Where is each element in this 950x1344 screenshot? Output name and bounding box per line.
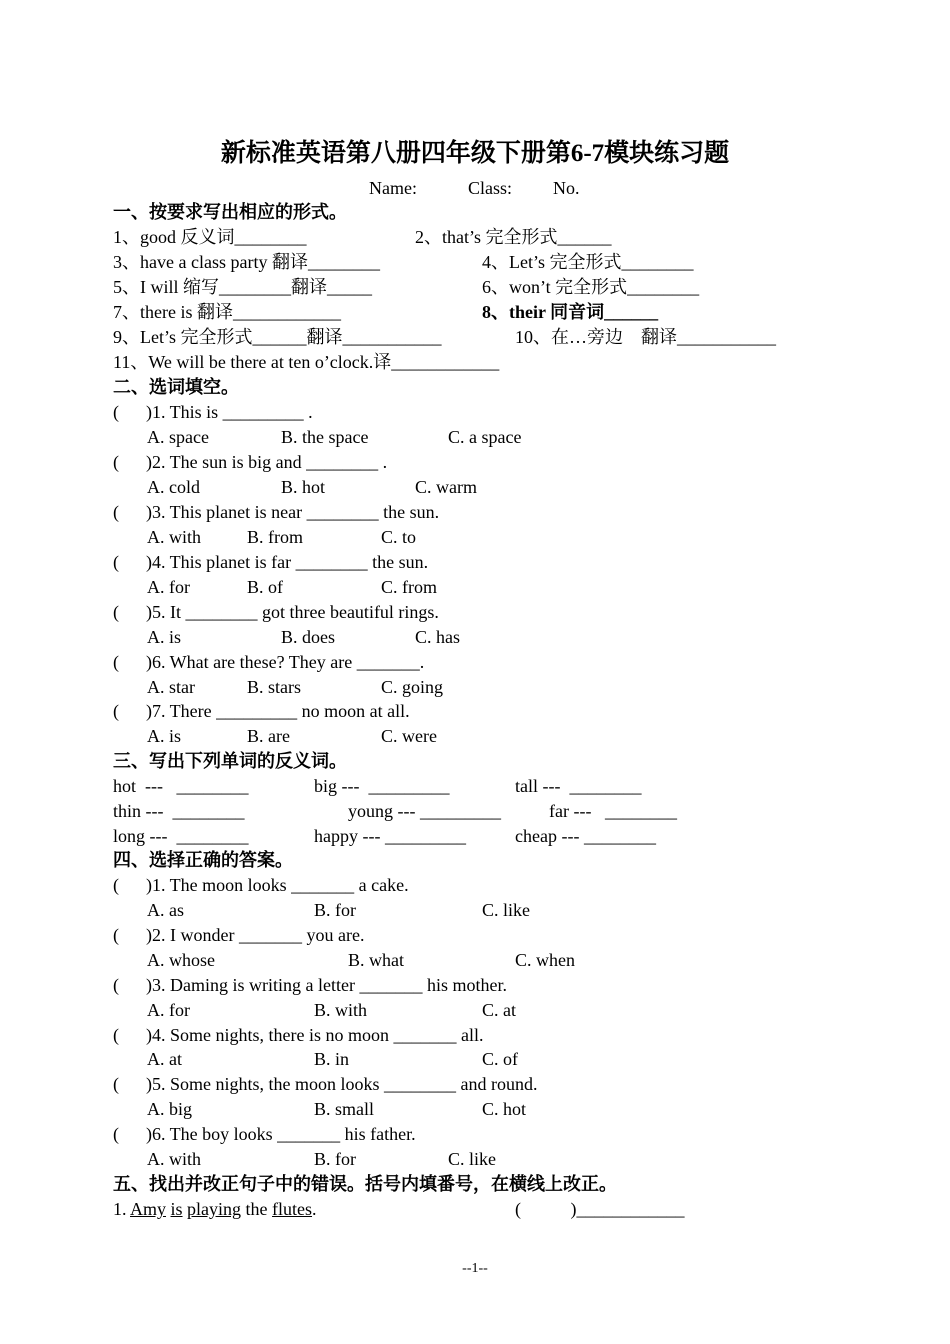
section-3-heading: 三、写出下列单词的反义词。 [113, 751, 347, 771]
s5-q1-word-amy: Amy [130, 1199, 167, 1219]
s4-question-6: ( )6. The boy looks _______ his father. [113, 1124, 416, 1144]
s4-q5-option-b: B. small [314, 1099, 375, 1119]
number-label: No. [553, 178, 580, 198]
s2-q7-option-c: C. were [381, 726, 437, 746]
s4-q2-option-b: B. what [348, 950, 404, 970]
s2-q5-option-c: C. has [415, 627, 460, 647]
s2-q6-option-b: B. stars [247, 677, 301, 697]
s4-q3-option-a: A. for [147, 1000, 190, 1020]
s2-q2-option-b: B. hot [281, 477, 326, 497]
s2-q3-option-a: A. with [147, 527, 201, 547]
s1-question-1: 1、good 反义词________ [113, 227, 307, 247]
s4-question-4: ( )4. Some nights, there is no moon _______ all. [113, 1025, 484, 1045]
s2-q3-option-c: C. to [381, 527, 417, 547]
s2-q1-option-b: B. the space [281, 427, 369, 447]
s2-q3-option-b: B. from [247, 527, 303, 547]
s2-q5-option-b: B. does [281, 627, 335, 647]
s4-q5-option-a: A. big [147, 1099, 192, 1119]
s5-q1-word-is: is [170, 1199, 183, 1219]
antonym-happy: happy --- _________ [314, 826, 466, 846]
s4-question-5: ( )5. Some nights, the moon looks ________ and round. [113, 1074, 538, 1094]
page-number: --1-- [462, 1261, 488, 1276]
antonym-tall: tall --- ________ [515, 776, 642, 796]
antonym-cheap: cheap --- ________ [515, 826, 656, 846]
page-title: 新标准英语第八册四年级下册第6-7模块练习题 [220, 140, 730, 167]
s1-question-9: 9、Let’s 完全形式______翻译___________ [113, 327, 442, 347]
s2-question-2: ( )2. The sun is big and ________ . [113, 452, 388, 472]
s4-q6-option-b: B. for [314, 1149, 356, 1169]
section-2-heading: 二、选词填空。 [113, 377, 239, 397]
s5-q1-answer-blank: ( )____________ [515, 1199, 685, 1219]
s4-q6-option-a: A. with [147, 1149, 201, 1169]
s2-question-1: ( )1. This is _________ . [113, 402, 313, 422]
s2-q6-option-a: A. star [147, 677, 195, 697]
s1-question-6: 6、won’t 完全形式________ [482, 277, 700, 297]
s4-q4-option-a: A. at [147, 1049, 182, 1069]
s2-question-5: ( )5. It ________ got three beautiful rings. [113, 602, 439, 622]
s5-q1-word-the: the [245, 1199, 268, 1219]
s4-q5-option-c: C. hot [482, 1099, 527, 1119]
s1-question-5: 5、I will 缩写________翻译_____ [113, 277, 372, 297]
antonym-far: far --- ________ [549, 801, 677, 821]
s4-question-2: ( )2. I wonder _______ you are. [113, 925, 365, 945]
s5-q1-period: . [312, 1199, 317, 1219]
s5-q1-number: 1. [113, 1199, 131, 1219]
s1-question-7: 7、there is 翻译____________ [113, 302, 341, 322]
s4-q1-option-c: C. like [482, 900, 530, 920]
section-4-heading: 四、选择正确的答案。 [113, 850, 293, 870]
section-5-heading: 五、找出并改正句子中的错误。括号内填番号，在横线上改正。 [113, 1174, 617, 1194]
antonym-thin: thin --- ________ [113, 801, 245, 821]
antonym-big: big --- _________ [314, 776, 450, 796]
s4-q4-option-c: C. of [482, 1049, 518, 1069]
s2-q1-option-c: C. a space [448, 427, 522, 447]
s4-q3-option-c: C. at [482, 1000, 516, 1020]
s2-question-4: ( )4. This planet is far ________ the sun. [113, 552, 429, 572]
s1-question-11: 11、We will be there at ten o’clock.译____________ [113, 352, 500, 372]
s4-q6-option-c: C. like [448, 1149, 496, 1169]
s2-question-6: ( )6. What are these? They are _______. [113, 652, 425, 672]
s2-question-7: ( )7. There _________ no moon at all. [113, 701, 410, 721]
s4-question-1: ( )1. The moon looks _______ a cake. [113, 875, 409, 895]
s4-question-3: ( )3. Daming is writing a letter _______ his mother. [113, 975, 507, 995]
s2-q5-option-a: A. is [147, 627, 182, 647]
s4-q2-option-a: A. whose [147, 950, 215, 970]
s5-question-1 [113, 1198, 317, 1220]
s1-question-10: 10、在…旁边 翻译___________ [515, 327, 776, 347]
antonym-long: long --- ________ [113, 826, 249, 846]
s2-q4-option-b: B. of [247, 577, 283, 597]
s5-q1-word-flutes: flutes [272, 1199, 313, 1219]
s4-q1-option-a: A. as [147, 900, 184, 920]
name-label: Name: [369, 178, 417, 198]
s5-q1-word-playing: playing [187, 1199, 242, 1219]
s4-q4-option-b: B. in [314, 1049, 350, 1069]
s4-q2-option-c: C. when [515, 950, 575, 970]
s2-q7-option-b: B. are [247, 726, 290, 746]
s1-question-8: 8、their 同音词______ [482, 302, 659, 322]
antonym-hot: hot --- ________ [113, 776, 249, 796]
s2-q2-option-c: C. warm [415, 477, 477, 497]
s4-q3-option-b: B. with [314, 1000, 368, 1020]
class-label: Class: [468, 178, 513, 198]
s1-question-3: 3、have a class party 翻译________ [113, 252, 380, 272]
antonym-young: young --- _________ [348, 801, 501, 821]
s1-question-4: 4、Let’s 完全形式________ [482, 252, 694, 272]
s2-q4-option-a: A. for [147, 577, 190, 597]
s2-q6-option-c: C. going [381, 677, 444, 697]
s2-q7-option-a: A. is [147, 726, 182, 746]
s4-q1-option-b: B. for [314, 900, 356, 920]
s2-q2-option-a: A. cold [147, 477, 200, 497]
s1-question-2: 2、that’s 完全形式______ [415, 227, 612, 247]
s2-question-3: ( )3. This planet is near ________ the sun. [113, 502, 440, 522]
s2-q1-option-a: A. space [147, 427, 209, 447]
section-1-heading: 一、按要求写出相应的形式。 [113, 202, 347, 222]
s2-q4-option-c: C. from [381, 577, 437, 597]
